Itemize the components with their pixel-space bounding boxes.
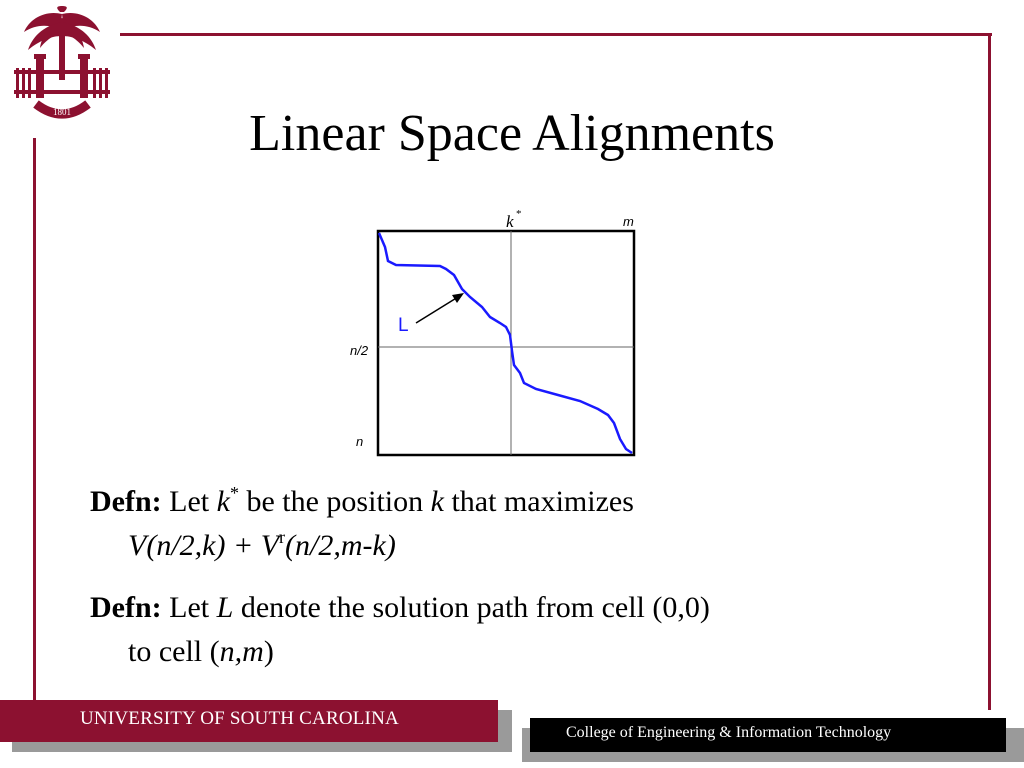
frame-left-border — [33, 138, 36, 710]
defn-2-line2-pre: to cell ( — [128, 635, 220, 668]
defn-1-pre: Let — [161, 485, 217, 518]
defn-1-mid: be the position — [238, 485, 431, 518]
defn-2-post: denote the solution path from cell (0,0) — [233, 591, 710, 624]
label-n-half: n/2 — [350, 343, 369, 358]
defn-1-formula-sup: r — [279, 527, 286, 547]
definition-2 — [90, 586, 710, 674]
label-k-sup: * — [516, 208, 522, 220]
defn-2-label: Defn: — [90, 591, 162, 624]
label-n: n — [356, 434, 364, 449]
alignment-grid-diagram — [340, 205, 660, 467]
logo-year: 1801 — [53, 107, 71, 117]
defn-1-k2: k — [430, 485, 444, 518]
footer-university-name: UNIVERSITY OF SOUTH CAROLINA — [80, 708, 399, 729]
defn-1-k: k — [216, 485, 230, 518]
definition-1 — [90, 480, 634, 568]
defn-1-formula-post: (n/2,m-k) — [285, 529, 396, 562]
defn-1-label: Defn: — [90, 485, 162, 518]
label-L: L — [398, 315, 409, 336]
defn-2-pre: Let — [161, 591, 217, 624]
solution-path-L — [379, 233, 632, 453]
frame-top-border — [120, 33, 992, 36]
defn-2-line2-post: ) — [263, 635, 274, 668]
defn-1-formula: V(n/2,k) + V — [128, 529, 280, 562]
slide-title: Linear Space Alignments — [249, 105, 775, 162]
footer-college-name: College of Engineering & Information Technology — [566, 724, 892, 741]
label-k: k — [506, 212, 514, 231]
arrow-head — [452, 293, 464, 303]
defn-1-post: that maximizes — [443, 485, 634, 518]
defn-1-k-sup: * — [229, 483, 239, 503]
defn-2-L: L — [216, 591, 234, 624]
arrow-line — [416, 297, 458, 323]
label-m: m — [623, 214, 634, 229]
defn-2-nm: n,m — [219, 635, 264, 668]
